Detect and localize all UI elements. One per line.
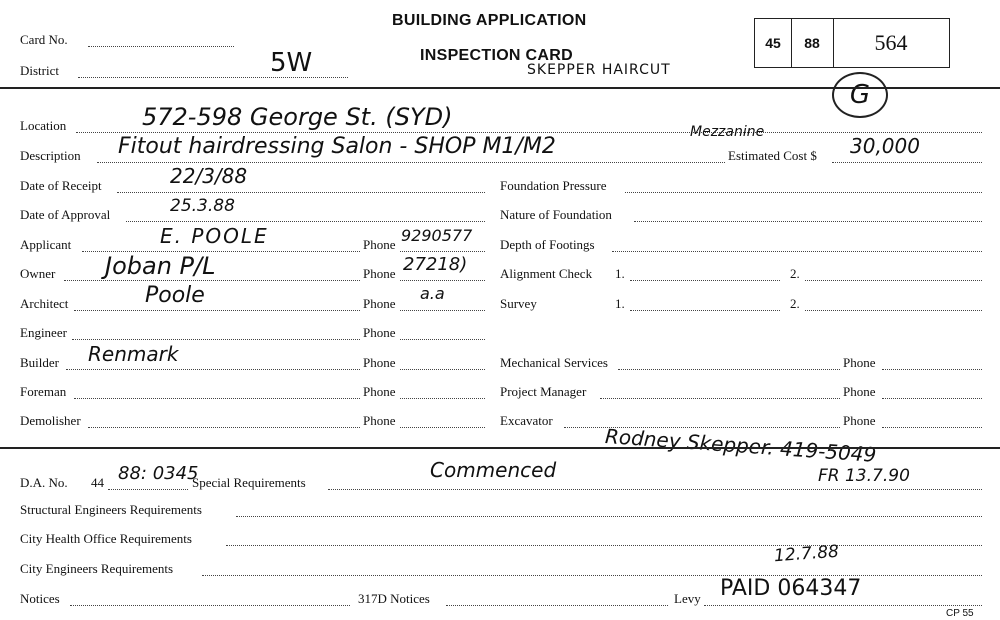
description-note: Mezzanine [690, 124, 765, 140]
circled-letter: G [849, 80, 871, 110]
depth-footings-field [612, 251, 982, 252]
builder-field [66, 369, 360, 370]
demolisher-label: Demolisher [20, 413, 81, 428]
city-eng-field [202, 575, 982, 576]
nature-foundation-label: Nature of Foundation [500, 207, 612, 222]
box-value-3: 564 [874, 30, 908, 55]
estimated-cost-label: Estimated Cost $ [728, 148, 817, 163]
owner-phone-field [400, 280, 485, 281]
depth-footings-label: Depth of Footings [500, 237, 595, 252]
engineer-phone-label: Phone [363, 325, 396, 340]
card-no-label: Card No. [20, 32, 68, 47]
foundation-pressure-label: Foundation Pressure [500, 178, 607, 193]
owner-field [64, 280, 360, 281]
notices-317-label: 317D Notices [358, 591, 430, 606]
form-title: BUILDING APPLICATION [392, 12, 587, 29]
location-value: 572-598 George St. (SYD) [142, 103, 453, 131]
notices-label: Notices [20, 591, 60, 606]
owner-label: Owner [20, 266, 56, 281]
engineer-label: Engineer [20, 325, 67, 340]
alignment-1-field [630, 280, 780, 281]
structural-label: Structural Engineers Requirements [20, 502, 202, 517]
survey-2-label: 2. [790, 296, 800, 311]
date-approval-value: 25.3.88 [170, 196, 235, 216]
notices-317-field [446, 605, 668, 606]
card-number-box [754, 18, 950, 68]
levy-value: PAID 064347 [720, 576, 862, 601]
demolisher-phone-label: Phone [363, 413, 396, 428]
applicant-phone-value: 9290577 [401, 226, 473, 245]
form-subtitle: INSPECTION CARD [420, 47, 573, 64]
nature-foundation-field [634, 221, 982, 222]
foreman-phone-field [400, 398, 485, 399]
survey-label: Survey [500, 296, 537, 311]
contact-note: Rodney Skepper. 419-5049 [604, 424, 878, 467]
foreman-phone-label: Phone [363, 384, 396, 399]
project-manager-phone-label: Phone [843, 384, 876, 399]
applicant-phone-field [400, 251, 485, 252]
box-value-2: 88 [804, 35, 820, 51]
card-no-field [88, 46, 234, 47]
excavator-phone-label: Phone [843, 413, 876, 428]
description-field [97, 162, 725, 163]
description-label: Description [20, 148, 81, 163]
da-prefix: 44 [91, 475, 104, 490]
special-req-label: Special Requirements [192, 475, 306, 490]
owner-phone-label: Phone [363, 266, 396, 281]
location-field [76, 132, 982, 133]
survey-1-label: 1. [615, 296, 625, 311]
mechanical-phone-field [882, 369, 982, 370]
alignment-2-field [805, 280, 982, 281]
builder-phone-field [400, 369, 485, 370]
excavator-label: Excavator [500, 413, 553, 428]
district-value: 5W [270, 48, 313, 78]
owner-value: Joban P/L [105, 252, 216, 280]
demolisher-phone-field [400, 427, 485, 428]
architect-field [74, 310, 360, 311]
estimated-cost-value: 30,000 [850, 134, 920, 158]
mechanical-field [618, 369, 840, 370]
architect-phone-label: Phone [363, 296, 396, 311]
levy-label: Levy [674, 591, 701, 606]
builder-value: Renmark [88, 342, 179, 366]
owner-phone-value: 27218) [403, 254, 468, 275]
mechanical-phone-label: Phone [843, 355, 876, 370]
health-label: City Health Office Requirements [20, 531, 192, 546]
notices-field [70, 605, 350, 606]
corner-code: CP 55 [946, 608, 974, 619]
applicant-value: E. POOLE [160, 224, 269, 248]
demolisher-field [88, 427, 360, 428]
date-receipt-field [117, 192, 485, 193]
builder-label: Builder [20, 355, 59, 370]
da-no-value: 88: 0345 [118, 463, 199, 484]
survey-1-field [630, 310, 780, 311]
project-manager-phone-field [882, 398, 982, 399]
applicant-label: Applicant [20, 237, 72, 252]
city-eng-label: City Engineers Requirements [20, 561, 174, 576]
foreman-label: Foreman [20, 384, 67, 399]
box-cell-1 [755, 19, 792, 67]
box-cell-2 [791, 19, 834, 67]
health-field [226, 545, 982, 546]
foundation-pressure-field [625, 192, 982, 193]
engineer-phone-field [400, 339, 485, 340]
project-manager-field [600, 398, 840, 399]
project-manager-label: Project Manager [500, 384, 587, 399]
architect-label: Architect [20, 296, 69, 311]
alignment-2-label: 2. [790, 266, 800, 281]
date-receipt-value: 22/3/88 [170, 164, 248, 188]
circle-mark [832, 72, 888, 118]
estimated-cost-field [832, 162, 982, 163]
special-req-value: Commenced [430, 458, 557, 482]
architect-value: Poole [145, 283, 205, 308]
date-approval-field [126, 221, 485, 222]
structural-field [236, 516, 982, 517]
engineer-field [72, 339, 360, 340]
header-divider [0, 87, 1000, 89]
alignment-check-label: Alignment Check [500, 266, 593, 281]
mechanical-label: Mechanical Services [500, 355, 608, 370]
special-req-date: FR 13.7.90 [818, 466, 910, 486]
box-cell-3 [833, 19, 949, 67]
levy-field [704, 605, 982, 606]
city-eng-value: 12.7.88 [773, 541, 840, 567]
handwritten-note: SKEPPER HAIRCUT [527, 62, 671, 78]
district-label: District [20, 63, 59, 78]
alignment-1-label: 1. [615, 266, 625, 281]
da-no-field [108, 489, 188, 490]
location-label: Location [20, 118, 67, 133]
special-req-field [328, 489, 982, 490]
date-approval-label: Date of Approval [20, 207, 111, 222]
da-no-label: D.A. No. [20, 475, 68, 490]
excavator-phone-field [882, 427, 982, 428]
builder-phone-label: Phone [363, 355, 396, 370]
foreman-field [74, 398, 360, 399]
architect-phone-value: a.a [420, 284, 445, 303]
architect-phone-field [400, 310, 485, 311]
box-value-1: 45 [765, 35, 781, 51]
section-divider [0, 447, 1000, 449]
applicant-phone-label: Phone [363, 237, 396, 252]
date-receipt-label: Date of Receipt [20, 178, 102, 193]
survey-2-field [805, 310, 982, 311]
description-value: Fitout hairdressing Salon - SHOP M1/M2 [118, 134, 556, 159]
